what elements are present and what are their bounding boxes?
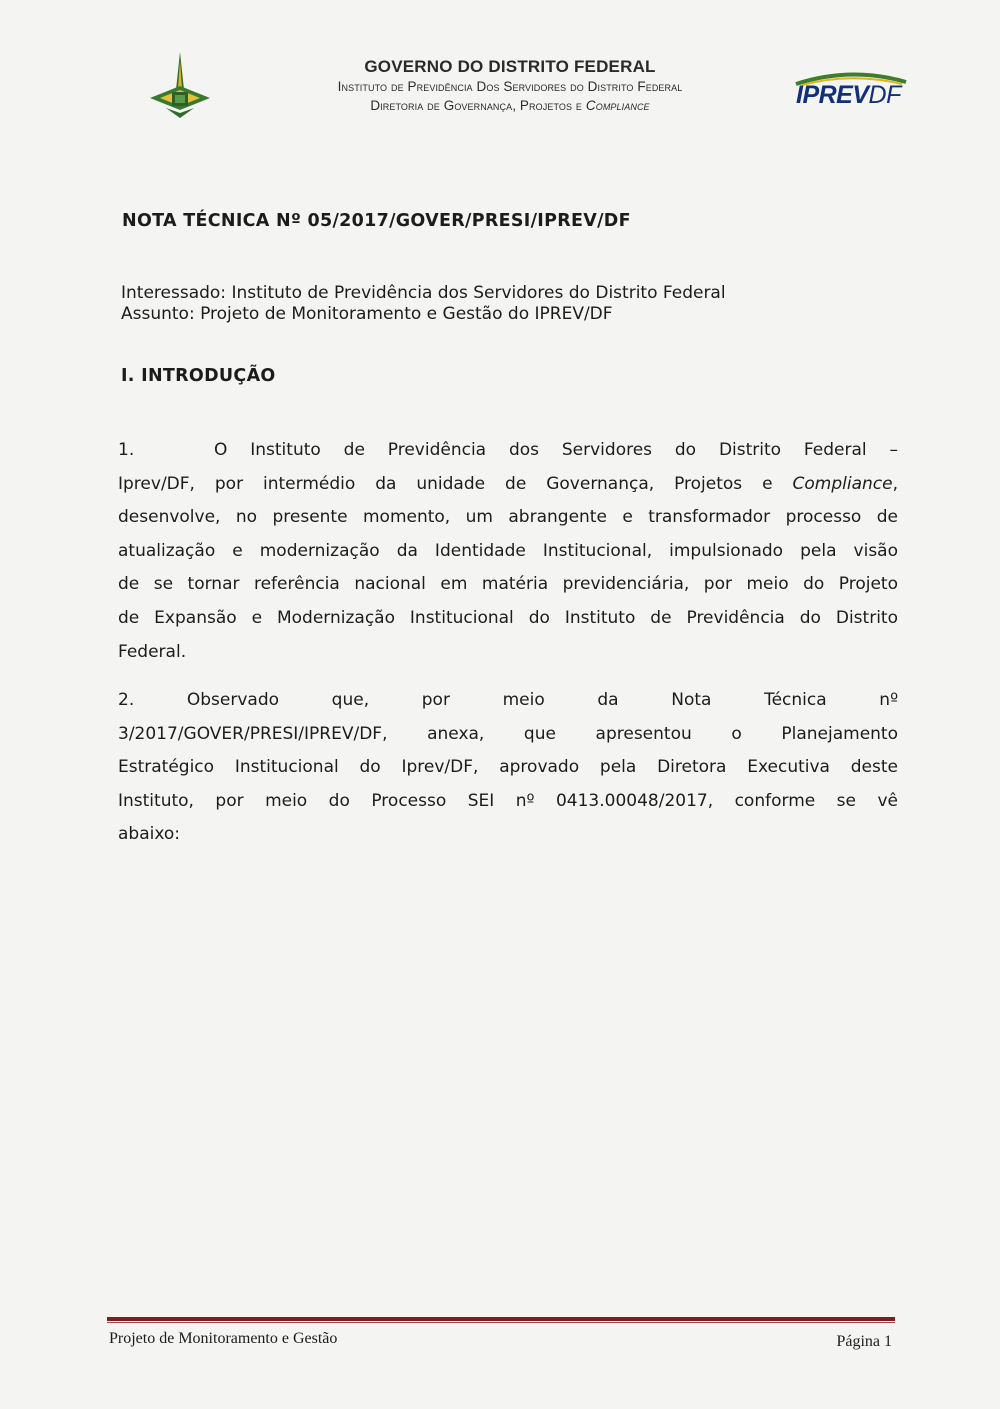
paragraph-2 [118, 684, 898, 852]
interested-line: Interessado: Instituto de Previdência dos Servidores do Distrito Federal [121, 283, 726, 303]
paragraph-line: 3/2017/GOVER/PRESI/IPREV/DF, anexa, que apresentou o Planejamento [118, 723, 898, 744]
subject-line: Assunto: Projeto de Monitoramento e Gestão do IPREV/DF [121, 304, 613, 324]
paragraph-line: Estratégico Institucional do Iprev/DF, aprovado pela Diretora Executiva deste [118, 757, 898, 778]
paragraph-line: desenvolve, no presente momento, um abrangente e transformador processo de [118, 507, 898, 528]
paragraph-line: de se tornar referência nacional em matéria previdenciária, por meio do Projeto [118, 574, 898, 595]
paragraph-number: 1. [118, 440, 135, 460]
footer-rule-thin [107, 1322, 895, 1323]
document-title: NOTA TÉCNICA Nº 05/2017/GOVER/PRESI/IPREV/DF [122, 211, 631, 231]
institute-name: Instituto de Previdência Dos Servidores do Distrito Federal [337, 79, 683, 94]
footer-project-name: Projeto de Monitoramento e Gestão [109, 1330, 338, 1347]
paragraph-line: Federal. [118, 641, 187, 662]
paragraph-line: 1. O Instituto de Previdência dos Servidores do Distrito Federal – [118, 434, 898, 468]
letterhead [240, 56, 780, 115]
paragraph-line: 2. Observado que, por meio da Nota Técnica nº [118, 690, 899, 710]
section-heading: I. INTRODUÇÃO [121, 366, 276, 386]
paragraph-line: abaixo: [118, 824, 181, 845]
paragraph-1 [118, 434, 898, 669]
paragraph-line: Iprev/DF, por intermédio da unidade de Governança, Projetos e Compliance, [118, 473, 898, 494]
directorate-name: Diretoria de Governança, Projetos e Compliance [370, 98, 650, 113]
paragraph-line: de Expansão e Modernização Institucional do Instituto de Previdência do Distrito [118, 607, 898, 628]
coat-of-arms-icon [146, 50, 214, 120]
government-name: GOVERNO DO DISTRITO FEDERAL [364, 57, 656, 76]
logo-main-text: IPREV [796, 81, 869, 109]
page-number: Página 1 [836, 1333, 892, 1350]
document-meta [121, 283, 726, 325]
paragraph-number: 2. [118, 690, 135, 710]
logo-suffix-text: DF [868, 81, 901, 109]
iprev-logo [792, 70, 912, 110]
footer-rule [107, 1317, 895, 1321]
paragraph-line: Instituto, por meio do Processo SEI nº 0413.00048/2017, conforme se vê [118, 790, 898, 811]
paragraph-line: atualização e modernização da Identidade Institucional, impulsionado pela visão [118, 540, 898, 561]
